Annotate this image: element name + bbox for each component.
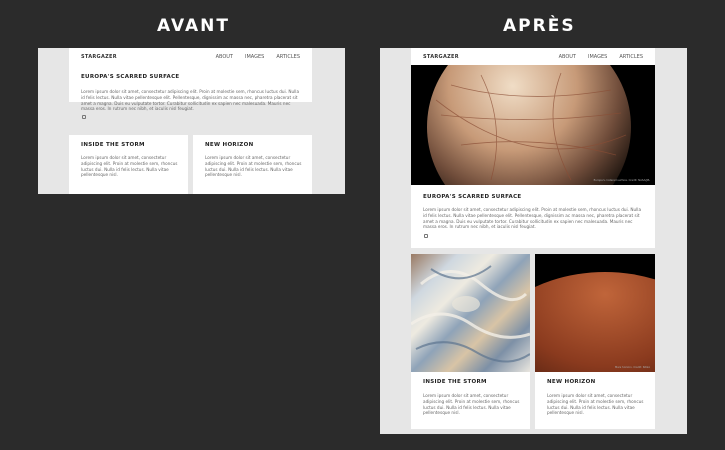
storm-swirl-graphic [411, 254, 530, 372]
storm-article-text: Lorem ipsum dolor sit amet, consectetur adipiscing elit. Proin at molestie sem, rhoncus luctus dui. Nulla id felis lectus. Nulla vitae pellentesque nisl. [423, 393, 520, 416]
mars-horizon-image[interactable] [535, 254, 655, 372]
nav-articles[interactable]: ARTICLES [619, 54, 643, 60]
europa-caption: Europa's cratered surface. Credit: NASA/JPL [593, 179, 650, 182]
nav-about[interactable]: ABOUT [215, 54, 233, 60]
attachment-icon [424, 234, 428, 238]
horizon-article-text: Lorem ipsum dolor sit amet, consectetur adipiscing elit. Proin at molestie sem, rhoncus luctus dui. Nulla id felis lectus. Nulla vitae pellentesque nisl. [205, 155, 302, 178]
apres-preview [380, 48, 687, 434]
site-brand[interactable]: STARGAZER [423, 54, 459, 60]
horizon-article-title[interactable]: NEW HORIZON [205, 142, 254, 148]
nav-about[interactable]: ABOUT [558, 54, 576, 60]
main-article-title[interactable]: EUROPA'S SCARRED SURFACE [423, 194, 522, 200]
nav-articles[interactable]: ARTICLES [276, 54, 300, 60]
main-article-card [411, 48, 655, 248]
mars-planet-graphic [535, 254, 655, 372]
europa-image[interactable] [411, 65, 655, 185]
nav-images[interactable]: IMAGES [244, 54, 265, 60]
storm-article-title[interactable]: INSIDE THE STORM [423, 379, 487, 385]
main-article-text: Lorem ipsum dolor sit amet, consectetur adipiscing elit. Proin at molestie sem, rhoncus luctus dui. Nulla id felis lectus. Nulla vitae pellentesque elit. Pellentesque, dignissim ac massa nec, pharetra placerat sit amet a magna. Duis eu vulputate tortor. Curabitur sollicitudin ex sapien nec malesuada. Mauris nec massa eros. In rutrum nec nibh, et iaculis nisl feugiat. [423, 207, 642, 230]
nav-images[interactable]: IMAGES [587, 54, 608, 60]
mars-caption: Mars horizon. Credit: NASA [614, 366, 650, 369]
horizon-article-text: Lorem ipsum dolor sit amet, consectetur adipiscing elit. Proin at molestie sem, rhoncus luctus dui. Nulla id felis lectus. Nulla vitae pellentesque nisl. [547, 393, 644, 416]
storm-article-text: Lorem ipsum dolor sit amet, consectetur adipiscing elit. Proin at molestie sem, rhoncus luctus dui. Nulla id felis lectus. Nulla vitae pellentesque nisl. [81, 155, 178, 178]
storm-article-title[interactable]: INSIDE THE STORM [81, 142, 145, 148]
main-article-card [69, 48, 312, 112]
storm-article-card [411, 254, 530, 429]
horizon-article-card [193, 135, 312, 194]
horizon-article-card [535, 254, 655, 429]
apres-heading: APRÈS [503, 16, 576, 36]
site-brand[interactable]: STARGAZER [81, 54, 117, 60]
main-article-text: Lorem ipsum dolor sit amet, consectetur adipiscing elit. Proin at molestie sem, rhoncus luctus dui. Nulla id felis lectus. Nulla vitae pellentesque elit. Pellentesque, dignissim ac massa nec, pharetra placerat sit amet a magna. Duis eu vulputate tortor. Curabitur sollicitudin ex sapien nec malesuada. Mauris nec massa eros. In rutrum nec nibh, et iaculis nisl feugiat. [81, 89, 300, 112]
europa-planet-graphic [411, 65, 655, 185]
avant-heading: AVANT [157, 16, 230, 36]
storm-article-card [69, 135, 188, 194]
jupiter-storm-image[interactable] [411, 254, 530, 372]
avant-preview [38, 48, 345, 194]
site-nav [423, 51, 643, 63]
horizon-article-title[interactable]: NEW HORIZON [547, 379, 596, 385]
site-nav [81, 51, 300, 63]
attachment-icon [82, 115, 86, 119]
main-article-title[interactable]: EUROPA'S SCARRED SURFACE [81, 74, 180, 80]
